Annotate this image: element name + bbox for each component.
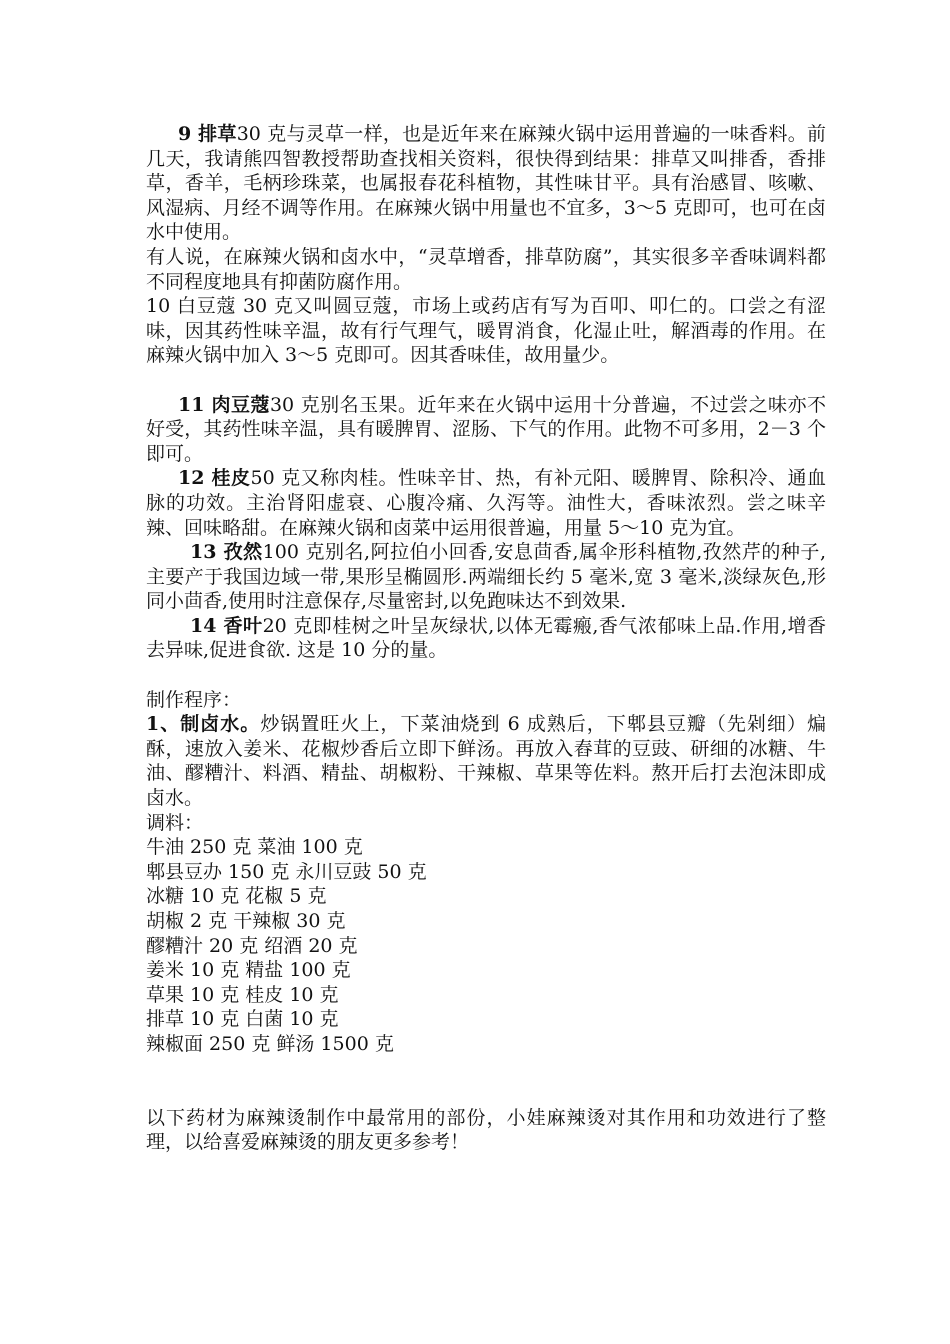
text-step1: 炒锅置旺火上，下菜油烧到 6 成熟后，下郫县豆瓣（先剁细）煸酥，速放入姜米、花椒炒香后立即下鲜汤。再放入舂茸的豆豉、研细的冰糖、牛油、醪糟汁、料酒、精盐、胡椒粉、干辣椒、草果等佐料。熬开后打去泡沫即成卤水。 bbox=[146, 713, 826, 810]
paragraph-paicao-note: 有人说，在麻辣火锅和卤水中，“灵草增香，排草防腐”，其实很多辛香味调料都不同程度地具有抑菌防腐作用。 bbox=[146, 245, 826, 293]
paragraph-ziran bbox=[146, 540, 826, 614]
ingredient-list bbox=[146, 835, 826, 1056]
paragraph-xiangye bbox=[146, 614, 826, 663]
paragraph-step1 bbox=[146, 712, 826, 810]
document-page bbox=[146, 122, 826, 1155]
ingredient-line: 胡椒 2 克 干辣椒 30 克 bbox=[146, 910, 346, 932]
text-guipi: 50 克又称肉桂。性味辛甘、热，有补元阳、暖脾胃、除积冷、通血脉的功效。主治肾阳虚衰、心腹冷痛、久泻等。油性大，香味浓烈。尝之味辛辣、回味略甜。在麻辣火锅和卤菜中运用很普遍，用量 5～10 克为宜。 bbox=[146, 467, 826, 539]
paragraph-guipi bbox=[146, 466, 826, 540]
ingredient-line: 姜米 10 克 精盐 100 克 bbox=[146, 959, 351, 982]
ingredient-line: 辣椒面 250 克 鲜汤 1500 克 bbox=[146, 1032, 394, 1055]
paragraph-closing: 以下药材为麻辣烫制作中最常用的部份，小娃麻辣烫对其作用和功效进行了整理，以给喜爱麻辣烫的朋友更多参考！ bbox=[146, 1106, 826, 1154]
ingredient-line: 郫县豆办 150 克 永川豆豉 50 克 bbox=[146, 860, 427, 883]
text-ziran: 100 克别名,阿拉伯小回香,安息茴香,属伞形科植物,孜然芹的种子,主要产于我国边域一带,果形呈椭圆形.两端细长约 5 毫米,宽 3 毫米,淡绿灰色,形同小茴香,使用时注意保存,尽量密封,以免跑味达不到效果. bbox=[146, 541, 826, 613]
ingredient-line: 牛油 250 克 菜油 100 克 bbox=[146, 836, 363, 859]
ingredient-line: 冰糖 10 克 花椒 5 克 bbox=[146, 885, 327, 908]
paragraph-roudoukou bbox=[146, 393, 826, 467]
heading-paicao: 9 排草 bbox=[178, 123, 237, 145]
spacer bbox=[146, 663, 826, 688]
paragraph-baidoukou: 10 白豆蔻 30 克又叫圆豆蔻，市场上或药店有写为百叩、叩仁的。口尝之有涩味，因其药性味辛温，故有行气理气，暖胃消食，化湿止吐，解酒毒的作用。在麻辣火锅中加入 3～5 克即可。因其香味佳，故用量少。 bbox=[146, 295, 826, 367]
ingredient-line: 醪糟汁 20 克 绍酒 20 克 bbox=[146, 934, 358, 957]
process-title: 制作程序： bbox=[146, 688, 242, 711]
heading-roudoukou: 11 肉豆蔻 bbox=[178, 393, 270, 416]
heading-xiangye: 14 香叶 bbox=[190, 614, 263, 637]
ingredient-line: 排草 10 克 白菌 10 克 bbox=[146, 1008, 339, 1031]
spacer bbox=[146, 1057, 826, 1106]
seasoning-title: 调料： bbox=[146, 811, 204, 834]
ingredient-line: 草果 10 克 桂皮 10 克 bbox=[146, 983, 339, 1006]
heading-step1: 1、制卤水。 bbox=[146, 713, 261, 736]
heading-ziran: 13 孜然 bbox=[190, 541, 263, 564]
text-xiangye: 20 克即桂树之叶呈灰绿状,以体无霉瘢,香气浓郁味上品.作用,增香去异味,促进食欲. 这是 10 分的量。 bbox=[146, 614, 826, 662]
text-roudoukou: 30 克别名玉果。近年来在火锅中运用十分普遍，不过尝之味亦不好受，其药性味辛温，具有暖脾胃、涩肠、下气的作用。此物不可多用，2－3 个即可。 bbox=[146, 393, 827, 465]
heading-guipi: 12 桂皮 bbox=[178, 467, 251, 490]
text-paicao: 30 克与灵草一样，也是近年来在麻辣火锅中运用普遍的一味香料。前几天，我请熊四智教授帮助查找相关资料，很快得到结果：排草又叫排香，香排草，香羊，毛柄珍珠菜，也属报春花科植物，其性味甘平。具有治感冒、咳嗽、风湿病、月经不调等作用。在麻辣火锅中用量也不宜多，3～5 克即可，也可在卤水中使用。 bbox=[146, 123, 827, 244]
spacer bbox=[146, 368, 826, 393]
paragraph-paicao bbox=[146, 122, 826, 245]
